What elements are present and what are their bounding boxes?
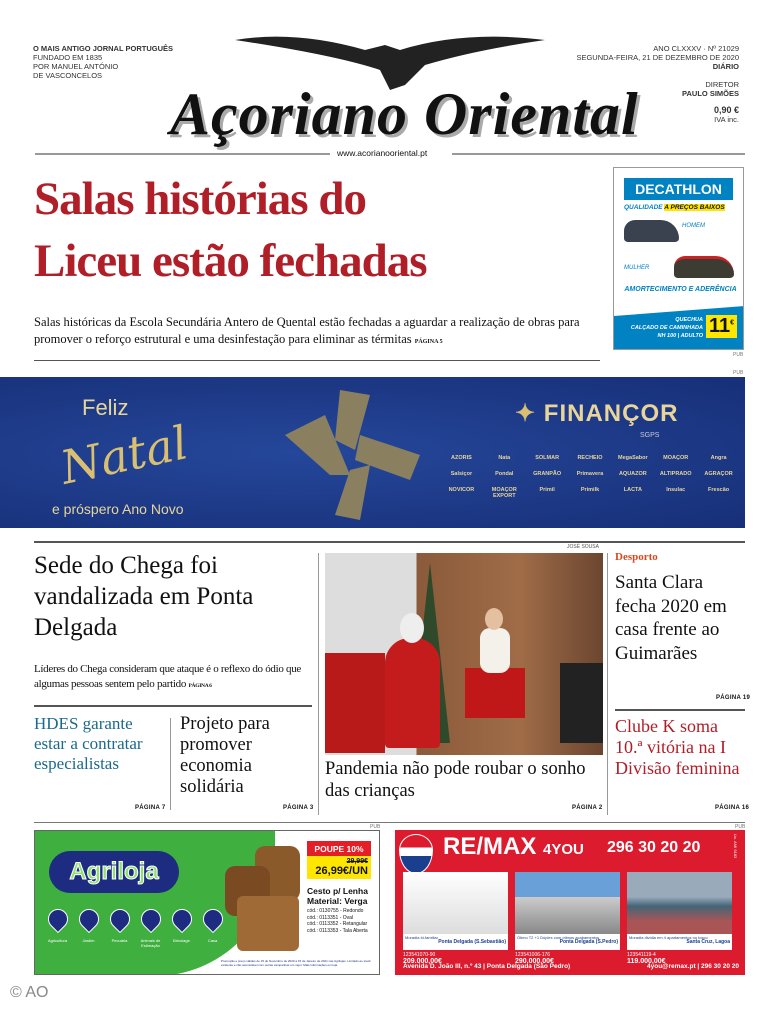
brand-logo: AZORIS <box>451 455 472 461</box>
category-label: Animais de Estimação <box>140 938 161 948</box>
men-label: HOMEM <box>682 223 705 229</box>
remax-logo <box>443 833 584 861</box>
remax-balloon-icon <box>399 834 433 874</box>
remax-ad[interactable] <box>395 830 745 975</box>
tagline: O MAIS ANTIGO JORNAL PORTUGUÊS <box>33 44 174 53</box>
divider <box>452 153 745 155</box>
category-item <box>198 905 227 948</box>
listing[interactable] <box>627 872 732 965</box>
brand-logo: Angra <box>710 455 727 461</box>
brand-logo: RECHEIO <box>577 455 603 461</box>
brand-logo: SOLMAR <box>535 455 560 461</box>
category-item <box>136 905 165 948</box>
chega-summary-text: Líderes do Chega consideram que ataque é o reflexo do ódio que algumas pessoas sentem pelo partido <box>34 663 301 690</box>
masthead-title[interactable]: Açoriano Oriental <box>170 81 639 147</box>
women-label: MULHER <box>624 265 650 271</box>
director-label: DIRETOR <box>705 80 739 89</box>
issue-number: ANO CLXXXV · Nº 21029 <box>653 44 739 53</box>
wish-text: e próspero Ano Novo <box>52 501 184 517</box>
masthead-right <box>576 44 739 124</box>
section-desporto[interactable]: Desporto <box>615 551 658 563</box>
remax-address: Avenida D. João III, n.º 43 | Ponta Delgada (São Pedro) <box>403 963 571 970</box>
pub-label: PUB <box>733 352 744 358</box>
brand-logo: ALTIPRADO <box>659 471 692 477</box>
listing-ref: 123541006-176 <box>515 952 551 958</box>
page-ref: PÁGINA 16 <box>715 805 750 811</box>
issue-date: SEGUNDA-FEIRA, 21 DE DEZEMBRO DE 2020 <box>576 53 739 62</box>
listing-price: 290.000,00€ <box>515 958 554 965</box>
divider <box>318 553 319 815</box>
financor-name: FINANÇOR <box>543 400 679 427</box>
men-shoe-icon <box>624 220 679 242</box>
page-ref: PÁGINA 5 <box>414 339 443 345</box>
listing-photo <box>627 872 732 934</box>
category-item <box>74 905 103 948</box>
agriloja-logo: Agriloja <box>49 851 179 893</box>
price-value: 11 <box>709 315 731 337</box>
product-code: cód.: 0113352 - Retangular <box>307 921 368 927</box>
chega-headline[interactable]: Sede do Chega foi vandalizada em Ponta Delgada <box>34 552 254 641</box>
listing-type: Moradia dividia em 4 apartamentos no tosco <box>629 935 708 940</box>
financor-star-icon <box>280 385 430 525</box>
low-prices: A PREÇOS BAIXOS <box>664 204 725 211</box>
masthead-left <box>33 44 173 80</box>
lead-headline-line-1: Salas histórias do <box>34 173 366 225</box>
brand-logos <box>440 455 740 499</box>
brand-logo: Pondal <box>495 471 514 477</box>
divider <box>34 360 600 361</box>
remax-brand: RE/MAX <box>443 833 537 860</box>
price: 0,90 € <box>713 105 739 115</box>
listing-type: Moradia bi-familiar <box>405 935 438 940</box>
brand-logo: Salsiçor <box>450 471 473 477</box>
brand-logo: Nata <box>498 455 511 461</box>
divider <box>34 541 745 543</box>
lead-summary <box>34 314 602 351</box>
lead-summary-text: Salas históricas da Escola Secundária Antero de Quental estão fechadas a aguardar a realização de obras para promover o reforço estrutural e uma desinfestação para eliminar as térmitas <box>34 315 580 346</box>
category-pin-icon <box>198 905 226 933</box>
brand-logo: NOVICOR <box>448 487 475 493</box>
santa-photo[interactable] <box>325 553 603 755</box>
clube-k-headline[interactable]: Clube K soma 10.ª vitória na I Divisão feminina <box>615 716 740 778</box>
remax-contact[interactable]: 4you@remax.pt | 296 30 20 20 <box>647 963 739 970</box>
santa-clara-headline[interactable]: Santa Clara fecha 2020 em casa frente ao Guimarães <box>615 572 727 664</box>
page-ref: PÁGINA 7 <box>135 805 166 811</box>
founder-2: DE VASCONCELOS <box>33 71 103 80</box>
feliz-text: Feliz <box>82 395 129 420</box>
product-code: cód.: 0113353 - Tala Aberta <box>307 927 368 934</box>
brand-logo: MOAÇOR EXPORT <box>491 487 517 499</box>
financor-logo: ✦ FINANÇOR <box>515 400 679 427</box>
price-box <box>307 856 371 879</box>
price-currency: € <box>730 319 735 327</box>
hdes-headline[interactable]: HDES garante estar a contratar especialistas <box>34 714 143 773</box>
decathlon-logo: DECATHLON <box>624 178 733 200</box>
listing-ref: 123541119-4 <box>627 952 656 958</box>
discount-badge: POUPE 10% <box>307 841 371 857</box>
agriloja-ad[interactable] <box>34 830 380 975</box>
listing-photo <box>403 872 508 934</box>
category-pin-icon <box>43 905 71 933</box>
decathlon-ad[interactable] <box>613 167 744 350</box>
divider <box>34 705 312 707</box>
category-label: Jardim <box>82 938 95 943</box>
brand-logo: MOAÇOR <box>663 455 689 461</box>
listing-type: Ótimo T2 +1 Dúplex com ótimos acabamentos <box>517 935 600 940</box>
listing-ref: 123541070-90 <box>403 952 436 958</box>
remax-phone: 296 30 20 20 <box>607 839 701 856</box>
feature: AMORTECIMENTO E ADERÊNCIA <box>624 286 737 293</box>
listings <box>403 872 732 965</box>
old-price: 29,99€ <box>346 858 368 865</box>
pub-label: PUB <box>733 370 744 376</box>
quality: QUALIDADE <box>624 204 663 211</box>
product: CALÇADO DE CAMINHADA <box>630 325 703 331</box>
product-material: Material: Verga <box>307 896 368 906</box>
director-name: PAULO SIMÕES <box>682 89 739 98</box>
financor-ad[interactable] <box>0 377 745 528</box>
photo-credit: JOSÉ SOUSA <box>567 544 599 550</box>
new-price: 26,99€/UN <box>315 865 368 877</box>
sub-brand: QUECHUA <box>675 317 703 323</box>
listing[interactable] <box>403 872 508 965</box>
divider <box>615 709 745 711</box>
brand-logo: Primil <box>539 487 555 493</box>
category-label: Agricultura <box>47 938 68 943</box>
category-pin-icon <box>167 905 195 933</box>
product-code: cód.: 0113351 - Oval <box>307 914 354 921</box>
founded: FUNDADO EM 1835 <box>33 53 103 62</box>
brand-logo: AGRAÇOR <box>704 471 733 477</box>
vat: IVA inc. <box>714 115 739 124</box>
model: NH 100 | ADULTO <box>657 333 703 339</box>
category-label: Bricolage <box>173 938 190 943</box>
brand-logo: Frescão <box>708 487 730 493</box>
brand-logo: Primavera <box>576 471 604 477</box>
category-label: Casa <box>207 938 218 943</box>
brand-logo: AQUAZOR <box>618 471 647 477</box>
chega-summary <box>34 662 314 694</box>
category-pin-icon <box>136 905 164 933</box>
listing-photo <box>515 872 620 934</box>
category-pin-icon <box>74 905 102 933</box>
category-item <box>167 905 196 948</box>
lead-headline-line-2: Liceu estão fechadas <box>34 235 427 287</box>
license: Lic. AMI 9183 <box>733 834 738 859</box>
natal-text: Natal <box>55 415 193 495</box>
lead-headline[interactable] <box>34 168 427 292</box>
women-shoe-icon <box>674 256 734 278</box>
product-codes <box>307 908 368 934</box>
projeto-headline[interactable]: Projeto para promover economia solidária <box>180 714 270 797</box>
pub-label: PUB <box>735 824 746 830</box>
listing[interactable] <box>515 872 620 965</box>
founder-1: POR MANUEL ANTÓNIO <box>33 62 119 71</box>
page-ref: PÁGINA 3 <box>283 805 314 811</box>
listing-place: Ponta Delgada (S.Pedro) <box>559 939 618 945</box>
brand-logo: Primilk <box>580 487 600 493</box>
remax-office: 4YOU <box>543 841 584 858</box>
page-ref: PÁGINA 19 <box>716 695 751 701</box>
category-icons <box>43 905 227 948</box>
brand-logo: GRANPÃO <box>533 471 562 477</box>
divider <box>607 553 608 815</box>
price-badge <box>706 315 737 338</box>
pub-label: PUB <box>370 824 381 830</box>
disclaimer: Promoção e preço válidos de 15 de Novembro de 2020 a 15 de Janeiro de 2021 nas Agrilojas. Limitado ao stock existente e não acumulável com outras campanhas em vigor. Mais informações em loja. <box>221 959 371 967</box>
brand-logo: MegaSabor <box>618 455 648 461</box>
basket-image <box>225 846 305 956</box>
listing-price: 119.000,00€ <box>627 958 666 965</box>
pandemia-headline[interactable]: Pandemia não pode roubar o sonho das crianças <box>325 759 586 801</box>
product-code: cód.: 0130755 - Redondo <box>307 908 364 914</box>
page-ref: PÁGINA 2 <box>572 805 603 811</box>
website-link[interactable]: www.acorianooriental.pt <box>337 148 428 158</box>
divider <box>34 822 745 823</box>
listing-place: Ponta Delgada (S.Sebastião) <box>438 939 506 945</box>
divider <box>35 153 330 155</box>
frequency: DIÁRIO <box>712 62 739 71</box>
copyright: © AO <box>10 984 49 1001</box>
page-ref: PÁGINA 6 <box>188 683 212 689</box>
divider <box>170 718 171 810</box>
brand-logo: Insulac <box>666 487 686 493</box>
category-label: Pecuária <box>111 938 128 943</box>
listing-place: Santa Cruz, Lagoa <box>686 939 730 945</box>
category-pin-icon <box>105 905 133 933</box>
sgps: SGPS <box>640 432 660 439</box>
product-name: Cesto p/ Lenha <box>307 886 368 896</box>
listing-price: 209.000,00€ <box>403 958 442 965</box>
category-item <box>43 905 72 948</box>
category-item <box>105 905 134 948</box>
brand-logo: LACTA <box>623 487 642 493</box>
